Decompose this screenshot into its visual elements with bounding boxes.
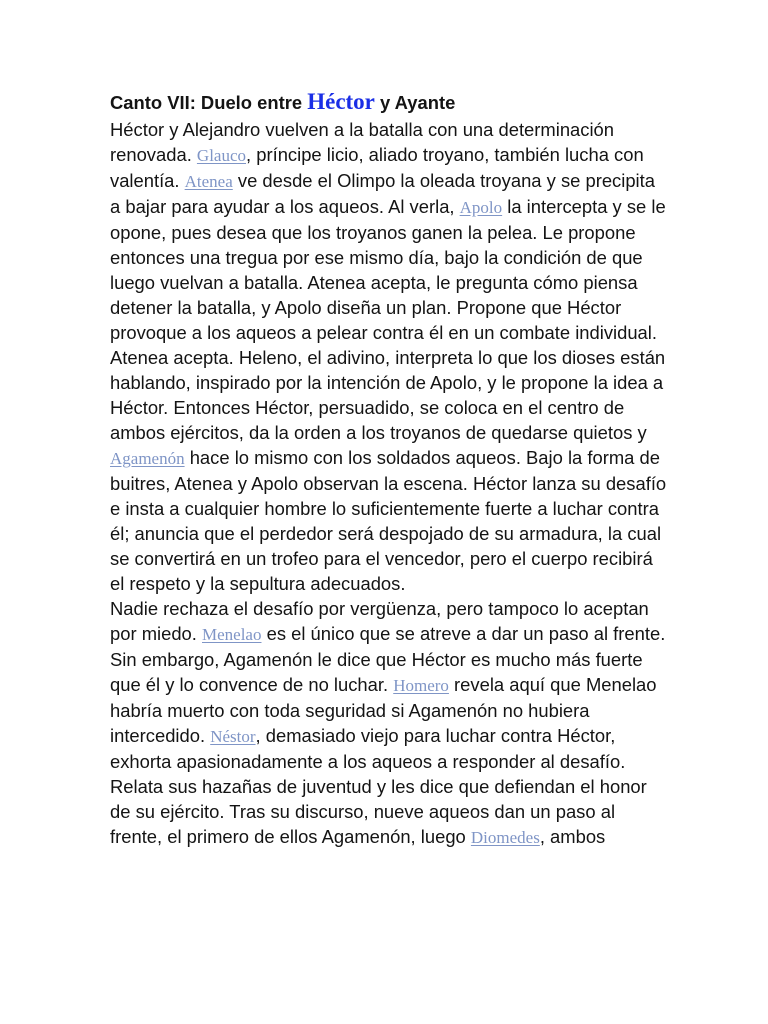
paragraph: [110, 596, 670, 850]
text-run: revela aquí que Menelao habría muerto con toda seguridad si Agamenón no hubiera intercedido.: [110, 674, 657, 746]
text-run: Nadie rechaza el desafío por vergüenza, pero tampoco lo aceptan por miedo.: [110, 598, 649, 644]
link-diomedes[interactable]: Diomedes: [470, 828, 540, 847]
link-glauco[interactable]: Glauco: [196, 146, 247, 165]
text-run: , ambos: [539, 826, 606, 847]
link-atenea[interactable]: Atenea: [184, 172, 233, 191]
link-apolo[interactable]: Apolo: [459, 198, 503, 217]
text-run: es el único que se atreve a dar un paso al frente. Sin embargo, Agamenón le dice que Héctor es mucho más fuerte que él y lo convence de no luchar.: [110, 623, 666, 695]
link-nestor[interactable]: Néstor: [210, 727, 256, 746]
text-run: ve desde el Olimpo la oleada troyana y se precipita a bajar para ayudar a los aqueos. Al verla,: [110, 170, 655, 217]
paragraph: [110, 117, 670, 596]
text-run: , príncipe licio, aliado troyano, también lucha con valentía.: [110, 144, 644, 191]
link-homero[interactable]: Homero: [393, 676, 449, 695]
text-run: , demasiado viejo para luchar contra Héctor, exhorta apasionadamente a los aqueos a responder al desafío. Relata sus hazañas de juventud y les dice que defiendan el honor de su ejército. Tras su discurso, nueve aqueos dan un paso al frente, el primero de ellos Agamenón, luego: [110, 725, 647, 847]
text-run: la intercepta y se le opone, pues desea que los troyanos ganen la pelea. Le propone entonces una tregua por ese mismo día, bajo la condición de que luego vuelvan a batalla. Atenea acepta, le pregunta cómo piensa detener la batalla, y Apolo diseña un plan. Propone que Héctor provoque a los aqueos a pelear contra él en un combate individual. Atenea acepta. Heleno, el adivino, interpreta lo que los dioses están hablando, inspirado por la intención de Apolo, y le propone la idea a Héctor. Entonces Héctor, persuadido, se coloca en el centro de ambos ejércitos, da la orden a los troyanos de quedarse quietos y: [110, 196, 666, 443]
link-menelao[interactable]: Menelao: [202, 625, 262, 644]
chapter-heading: [110, 88, 670, 117]
link-agamenon[interactable]: Agamenón: [110, 449, 185, 468]
heading-prefix: Canto VII: Duelo entre: [110, 92, 308, 113]
heading-hector: Héctor: [307, 89, 375, 114]
text-run: hace lo mismo con los soldados aqueos. Bajo la forma de buitres, Atenea y Apolo observan la escena. Héctor lanza su desafío e insta a cualquier hombre lo suficientemente fuerte a luchar contra él; anuncia que el perdedor será despojado de su armadura, la cual se convertirá en un trofeo para el vencedor, pero el cuerpo recibirá el respeto y la sepultura adecuados.: [110, 447, 667, 594]
heading-suffix: y Ayante: [374, 92, 456, 113]
document-body: [110, 88, 670, 850]
text-run: Héctor y Alejandro vuelven a la batalla con una determinación renovada.: [110, 119, 615, 165]
paragraphs: [110, 117, 670, 850]
